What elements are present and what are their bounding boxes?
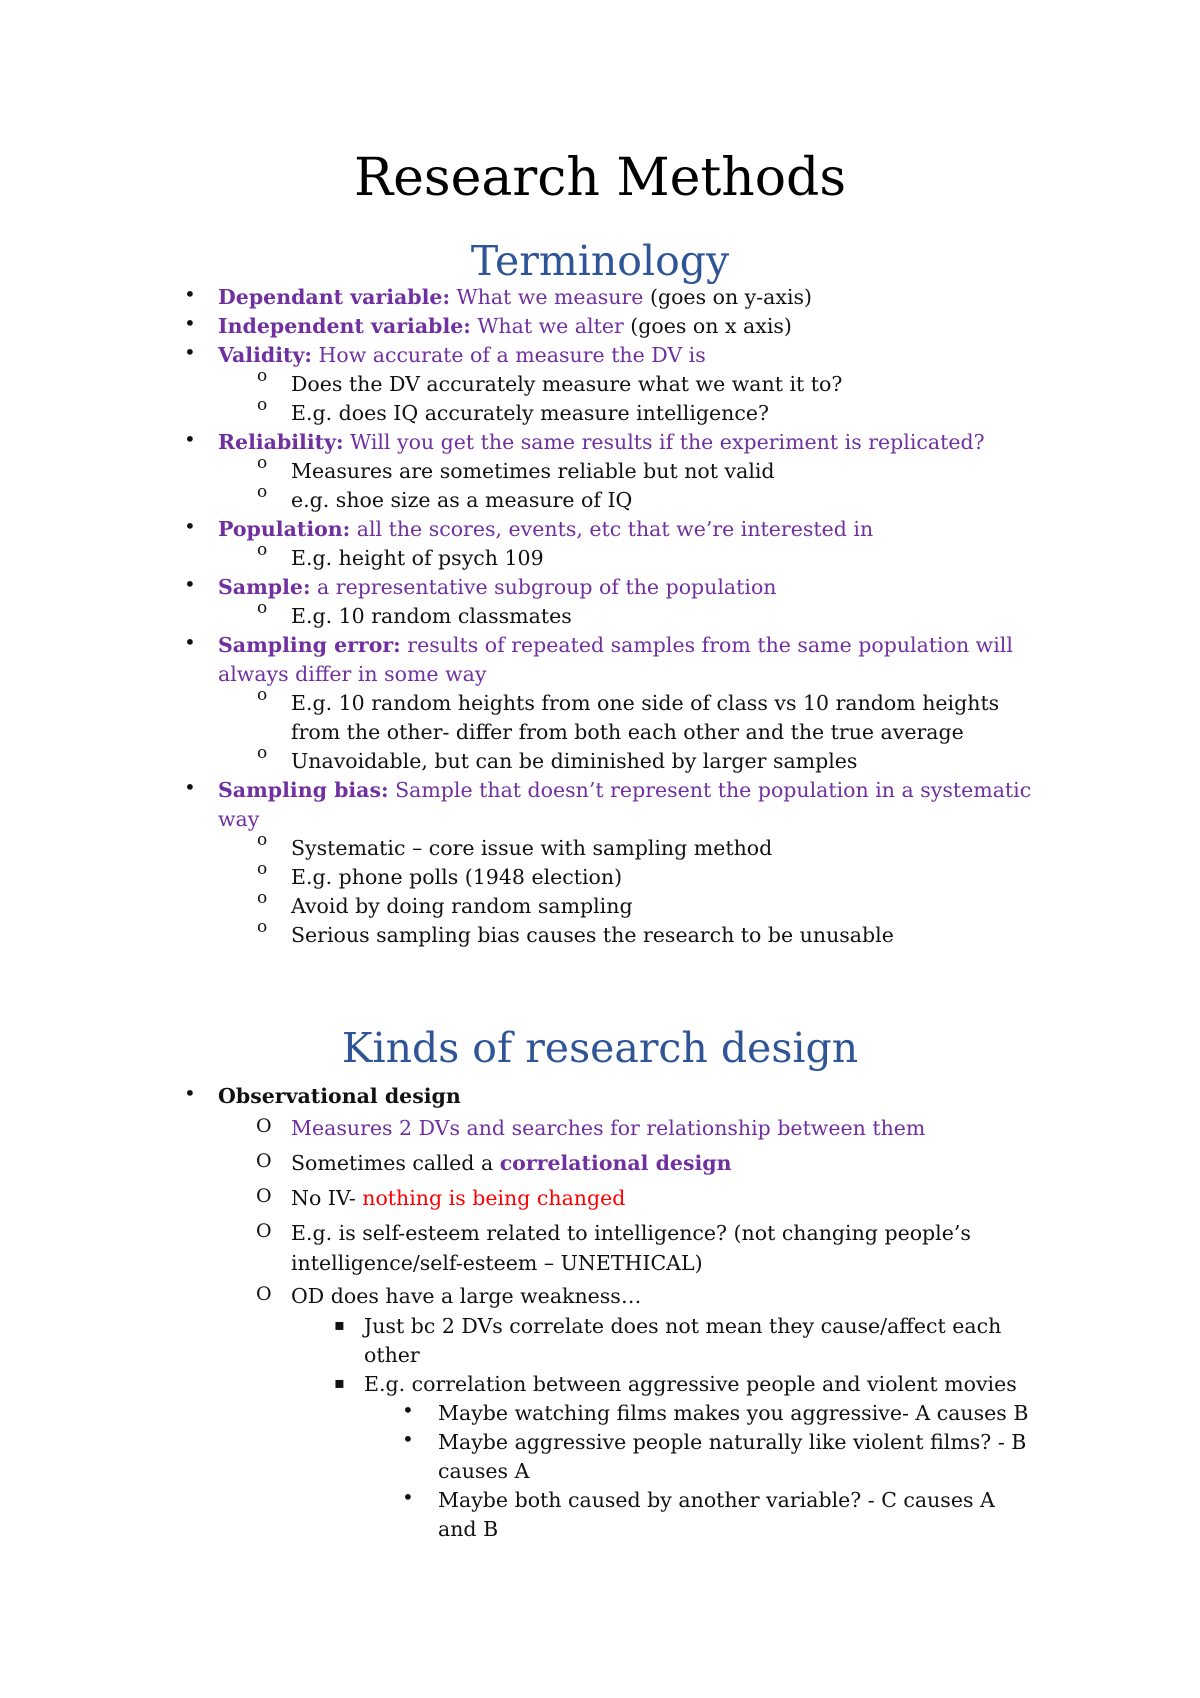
- bullet-dot: •: [184, 311, 196, 335]
- bullet-circle: O: [256, 1283, 272, 1305]
- term-definition: all the scores, events, etc that we’re interested in: [350, 517, 874, 541]
- term-definition: Will you get the same results if the experiment is replicated?: [343, 430, 985, 454]
- list-item: E.g. phone polls (1948 election): [291, 865, 623, 889]
- list-item: E.g. is self-esteem related to intelligence? (not changing people’s: [291, 1221, 971, 1245]
- bullet-circle: o: [257, 395, 268, 415]
- term-definition-continued: always differ in some way: [218, 662, 487, 686]
- list-item-text: No IV-: [291, 1186, 363, 1210]
- bullet-circle: O: [256, 1115, 272, 1137]
- list-item: [218, 573, 1098, 602]
- list-item: Observational design: [218, 1084, 461, 1108]
- bullet-circle: o: [257, 743, 268, 763]
- bullet-square: ▪: [334, 1373, 345, 1392]
- bullet-dot: •: [184, 775, 196, 799]
- bullet-dot: •: [184, 572, 196, 596]
- list-item: Unavoidable, but can be diminished by larger samples: [291, 749, 858, 773]
- list-item-continued: other: [364, 1343, 420, 1367]
- bullet-circle: O: [256, 1185, 272, 1207]
- term-extra: (goes on x axis): [623, 314, 792, 338]
- bullet-dot: •: [184, 630, 196, 654]
- term-label: Sample:: [218, 575, 311, 599]
- bullet-circle: o: [257, 917, 268, 937]
- term-definition-continued: way: [218, 807, 260, 831]
- bullet-circle: o: [257, 366, 268, 386]
- term-extra: (goes on y-axis): [643, 285, 813, 309]
- term-label: Population:: [218, 517, 351, 541]
- list-item: Just bc 2 DVs correlate does not mean they cause/affect each: [364, 1314, 1002, 1338]
- list-item: [218, 428, 1098, 457]
- list-item: Avoid by doing random sampling: [291, 894, 633, 918]
- term-definition: What we measure: [450, 285, 644, 309]
- term-label: Validity:: [218, 343, 312, 367]
- list-item: E.g. correlation between aggressive people and violent movies: [364, 1372, 1017, 1396]
- term-label: Independent variable:: [218, 314, 471, 338]
- emphasis-text: nothing is being changed: [362, 1186, 626, 1210]
- list-item: Systematic – core issue with sampling method: [291, 836, 773, 860]
- bullet-circle: o: [257, 859, 268, 879]
- bullet-circle: o: [257, 453, 268, 473]
- bullet-square: ▪: [334, 1315, 345, 1334]
- list-item: Maybe watching films makes you aggressive- A causes B: [438, 1401, 1029, 1425]
- list-item: e.g. shoe size as a measure of IQ: [291, 488, 633, 512]
- term-label: Sampling error:: [218, 633, 401, 657]
- term-definition: a representative subgroup of the population: [310, 575, 777, 599]
- list-item: E.g. does IQ accurately measure intelligence?: [291, 401, 769, 425]
- bullet-dot: •: [184, 427, 196, 451]
- term-definition: How accurate of a measure the DV is: [311, 343, 706, 367]
- page-title: Research Methods: [353, 148, 847, 208]
- emphasis-term: correlational design: [499, 1151, 732, 1175]
- bullet-circle: o: [257, 598, 268, 618]
- section-heading-kinds-of-research-design: Kinds of research design: [341, 1024, 859, 1072]
- list-item: [218, 515, 1098, 544]
- list-item-continued: and B: [438, 1517, 499, 1541]
- list-item: E.g. height of psych 109: [291, 546, 544, 570]
- bullet-dot: •: [402, 1398, 414, 1422]
- list-item-text: Sometimes called a: [291, 1151, 500, 1175]
- bullet-dot: •: [184, 340, 196, 364]
- list-item: E.g. 10 random heights from one side of class vs 10 random heights: [291, 691, 1000, 715]
- list-item: [218, 631, 1098, 660]
- list-item: Does the DV accurately measure what we want it to?: [291, 372, 843, 396]
- bullet-dot: •: [184, 282, 196, 306]
- section-heading-terminology: Terminology: [470, 237, 730, 285]
- bullet-circle: O: [256, 1220, 272, 1242]
- list-item: Measures 2 DVs and searches for relationship between them: [291, 1116, 926, 1140]
- bullet-circle: o: [257, 888, 268, 908]
- term-label: Sampling bias:: [218, 778, 389, 802]
- list-item: [218, 283, 1098, 312]
- list-item-continued: causes A: [438, 1459, 530, 1483]
- bullet-circle: o: [257, 540, 268, 560]
- bullet-circle: o: [257, 685, 268, 705]
- list-item: [218, 341, 1098, 370]
- term-definition: What we alter: [470, 314, 624, 338]
- bullet-circle: o: [257, 482, 268, 502]
- bullet-circle: o: [257, 830, 268, 850]
- list-item: Maybe aggressive people naturally like violent films? - B: [438, 1430, 1027, 1454]
- list-item: OD does have a large weakness…: [291, 1284, 642, 1308]
- bullet-dot: •: [184, 514, 196, 538]
- list-item: [291, 1149, 1101, 1178]
- term-definition: results of repeated samples from the same population will: [400, 633, 1013, 657]
- list-item: Maybe both caused by another variable? - C causes A: [438, 1488, 995, 1512]
- term-label: Dependant variable:: [218, 285, 451, 309]
- list-item-continued: intelligence/self-esteem – UNETHICAL): [291, 1251, 703, 1275]
- term-definition: Sample that doesn’t represent the population in a systematic: [388, 778, 1032, 802]
- bullet-circle: O: [256, 1150, 272, 1172]
- term-label: Reliability:: [218, 430, 344, 454]
- bullet-dot: •: [402, 1485, 414, 1509]
- list-item: E.g. 10 random classmates: [291, 604, 572, 628]
- list-item: [291, 1184, 1101, 1213]
- list-item: [218, 776, 1098, 805]
- list-item: Measures are sometimes reliable but not valid: [291, 459, 775, 483]
- list-item-continued: from the other- differ from both each other and the true average: [291, 720, 964, 744]
- bullet-dot: •: [402, 1427, 414, 1451]
- list-item: Serious sampling bias causes the research to be unusable: [291, 923, 894, 947]
- bullet-dot: •: [184, 1081, 196, 1105]
- list-item: [218, 312, 1098, 341]
